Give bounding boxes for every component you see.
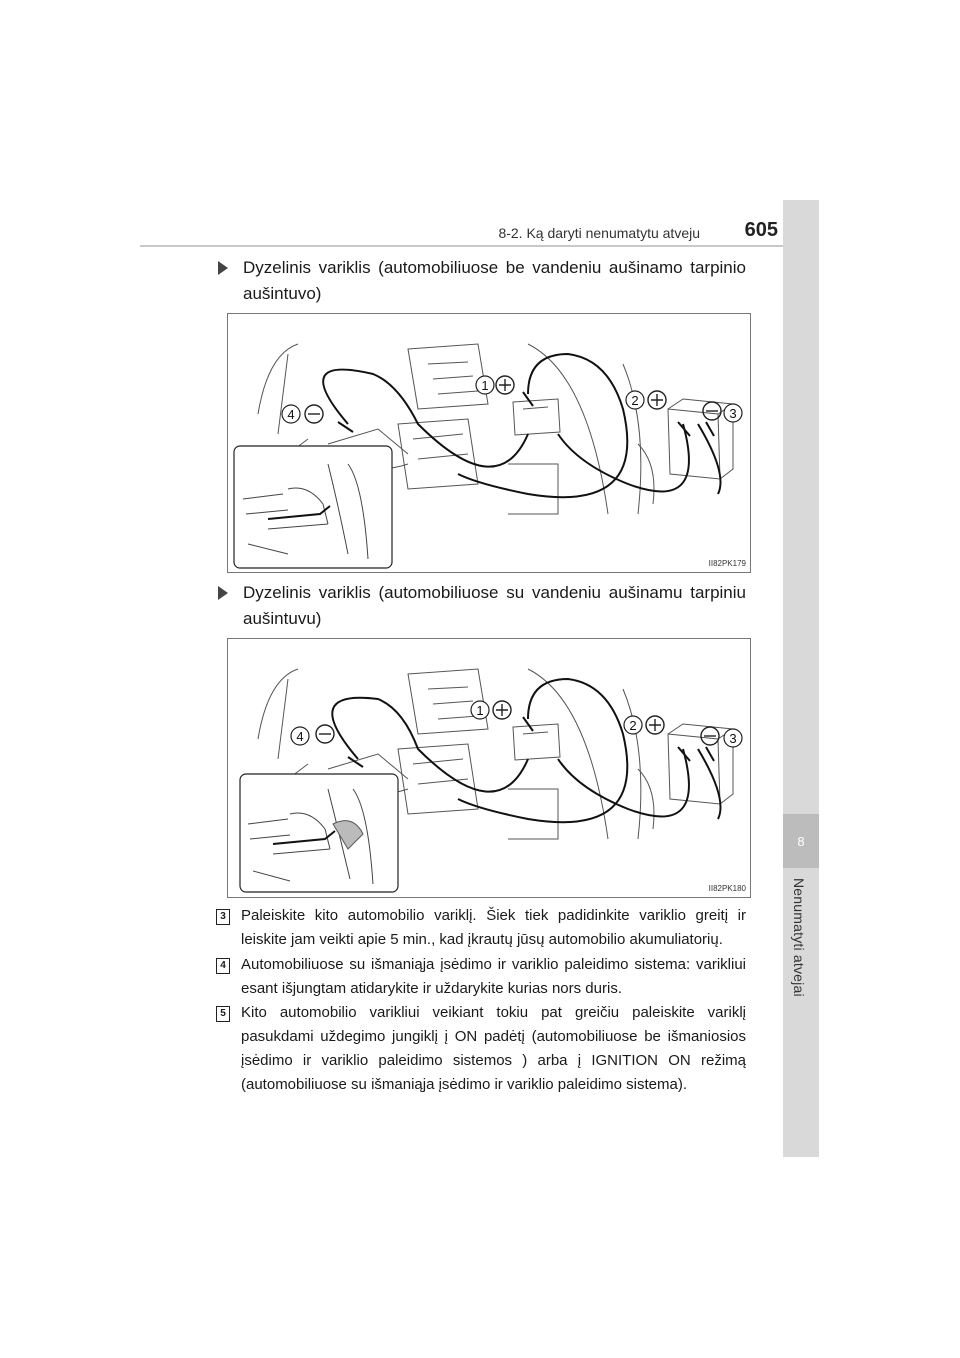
page-header <box>140 216 790 246</box>
chapter-number: 8 <box>783 814 819 868</box>
step-number-badge: 5 <box>216 1006 230 1022</box>
figure-jump-start-diagram <box>227 638 751 898</box>
callout-4: 4 <box>296 729 304 744</box>
callout-4: 4 <box>287 407 295 422</box>
step-5 <box>216 1001 746 1097</box>
bullet-diesel-no-water-intercooler <box>218 255 746 307</box>
callout-3: 3 <box>729 731 737 746</box>
step-number-badge: 4 <box>216 958 230 974</box>
arrow-bullet-icon <box>218 261 228 275</box>
bullet-text: Dyzelinis variklis (automobiliuose be vandeniu aušinamo tarpinio aušintuvo) <box>243 258 746 303</box>
figure-code: II82PK179 <box>708 559 746 568</box>
figure-code: II82PK180 <box>708 884 746 893</box>
callout-1: 1 <box>481 378 489 393</box>
callout-3: 3 <box>729 406 737 421</box>
engine-bay-illustration <box>228 639 750 897</box>
callout-1: 1 <box>476 703 484 718</box>
engine-bay-illustration <box>228 314 750 572</box>
step-number-badge: 3 <box>216 909 230 925</box>
step-text: Automobiliuose su išmaniąja įsėdimo ir variklio paleidimo sistema: varikliui esant išjungtam atidarykite ir uždarykite kurias nors duris. <box>241 956 746 997</box>
callout-2: 2 <box>629 718 637 733</box>
step-text: Kito automobilio varikliui veikiant tokiu pat greičiu paleiskite variklį pasukdami uždegimo jungiklį į ON padėtį (automobiliuose be išmaniosios įsėdimo ir variklio paleidimo sistemos ) arba į IGNITION ON režimą (automobiliuose su išmaniąja įsėdimo ir variklio paleidimo sistema). <box>241 1004 746 1093</box>
chapter-label: Nenumatyti atvejai <box>791 878 807 997</box>
header-rule <box>140 245 790 247</box>
bullet-diesel-water-intercooler <box>218 580 746 632</box>
step-text: Paleiskite kito automobilio variklį. Šiek tiek padidinkite variklio greitį ir leiskite jam veikti apie 5 min., kad įkrautų jūsų automobilio akumuliatorių. <box>241 907 746 948</box>
section-title: 8-2. Ką daryti nenumatytu atveju <box>498 225 700 241</box>
arrow-bullet-icon <box>218 586 228 600</box>
page-number: 605 <box>744 219 778 241</box>
step-3 <box>216 904 746 952</box>
step-4 <box>216 953 746 1001</box>
figure-jump-start-diagram <box>227 313 751 573</box>
chapter-side-tab <box>783 200 819 1157</box>
bullet-text: Dyzelinis variklis (automobiliuose su vandeniu aušinamu tarpiniu aušintuvu) <box>243 583 746 628</box>
callout-2: 2 <box>631 393 639 408</box>
